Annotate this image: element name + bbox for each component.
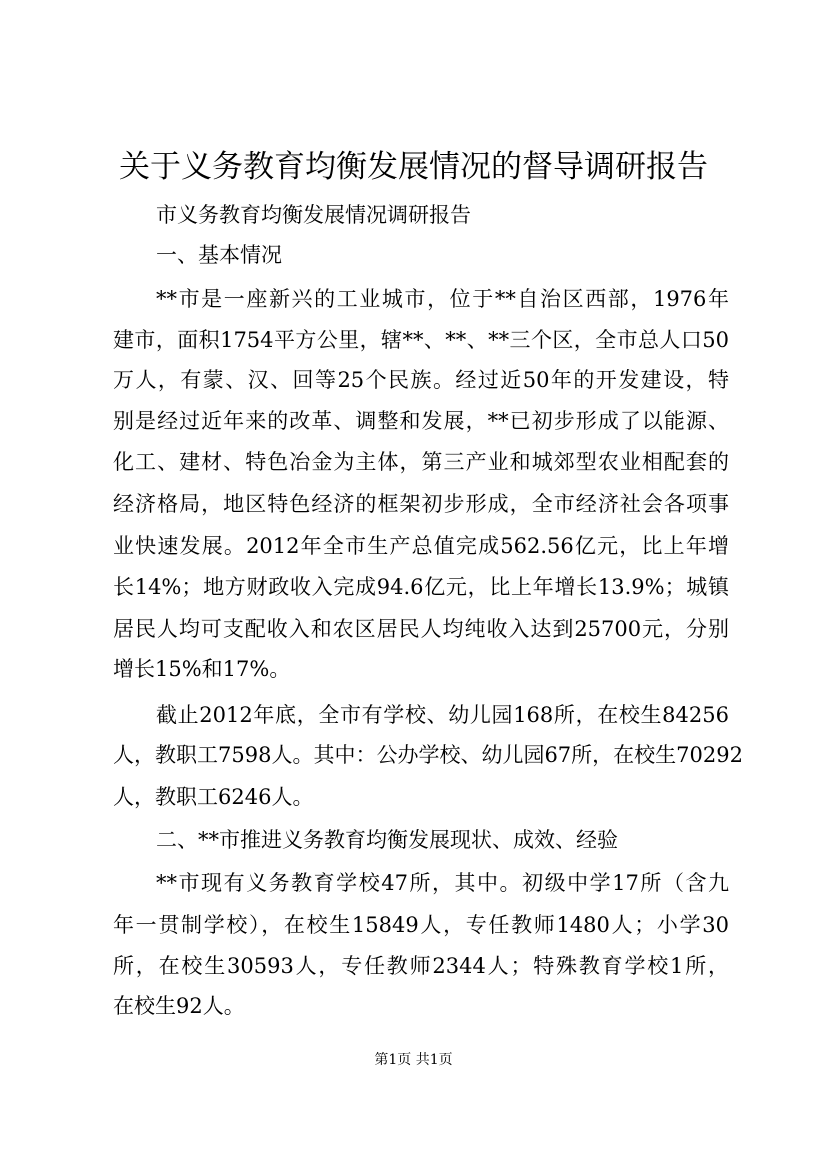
para1-line-4: 别是经过近年来的改革、调整和发展，**已初步形成了以能源、 [113,409,729,433]
para3-line-4: 在校生92人。 [113,994,245,1018]
section-2-heading: 二、**市推进义务教育均衡发展现状、成效、经验 [156,828,618,852]
subtitle: 市义务教育均衡发展情况调研报告 [156,203,471,227]
para1-line-1: **市是一座新兴的工业城市，位于**自治区西部，1976年 [156,287,729,311]
para3-line-1: **市现有义务教育学校47所，其中。初级中学17所（含九 [156,871,729,895]
para1-line-2: 建市，面积1754平方公里，辖**、**、**三个区，全市总人口50 [113,328,729,352]
para3-line-2: 年一贯制学校），在校生15849人，专任教师1480人；小学30 [113,913,729,937]
para1-line-5: 化工、建材、特色冶金为主体，第三产业和城郊型农业相配套的 [113,450,729,474]
document-title: 关于义务教育均衡发展情况的督导调研报告 [119,149,708,185]
para1-line-3: 万人，有蒙、汉、回等25个民族。经过近50年的开发建设，特 [113,368,729,392]
para1-line-6: 经济格局，地区特色经济的框架初步形成，全市经济社会各项事 [113,492,729,516]
para2-line-1: 截止2012年底，全市有学校、幼儿园168所，在校生84256 [156,703,729,727]
para1-line-8: 长14%；地方财政收入完成94.6亿元，比上年增长13.9%；城镇 [113,575,729,599]
section-1-heading: 一、基本情况 [156,243,282,267]
para1-line-10: 增长15%和17%。 [113,657,291,681]
para1-line-7: 业快速发展。2012年全市生产总值完成562.56亿元，比上年增 [113,534,729,558]
para2-line-3: 人，教职工6246人。 [113,785,314,809]
para2-line-2: 人，教职工7598人。其中：公办学校、幼儿园67所，在校生70292 [113,743,743,767]
page-footer: 第1页 共1页 [374,1052,453,1068]
para3-line-3: 所，在校生30593人，专任教师2344人；特殊教育学校1所， [113,954,729,978]
para1-line-9: 居民人均可支配收入和农区居民人均纯收入达到25700元，分别 [113,617,729,641]
